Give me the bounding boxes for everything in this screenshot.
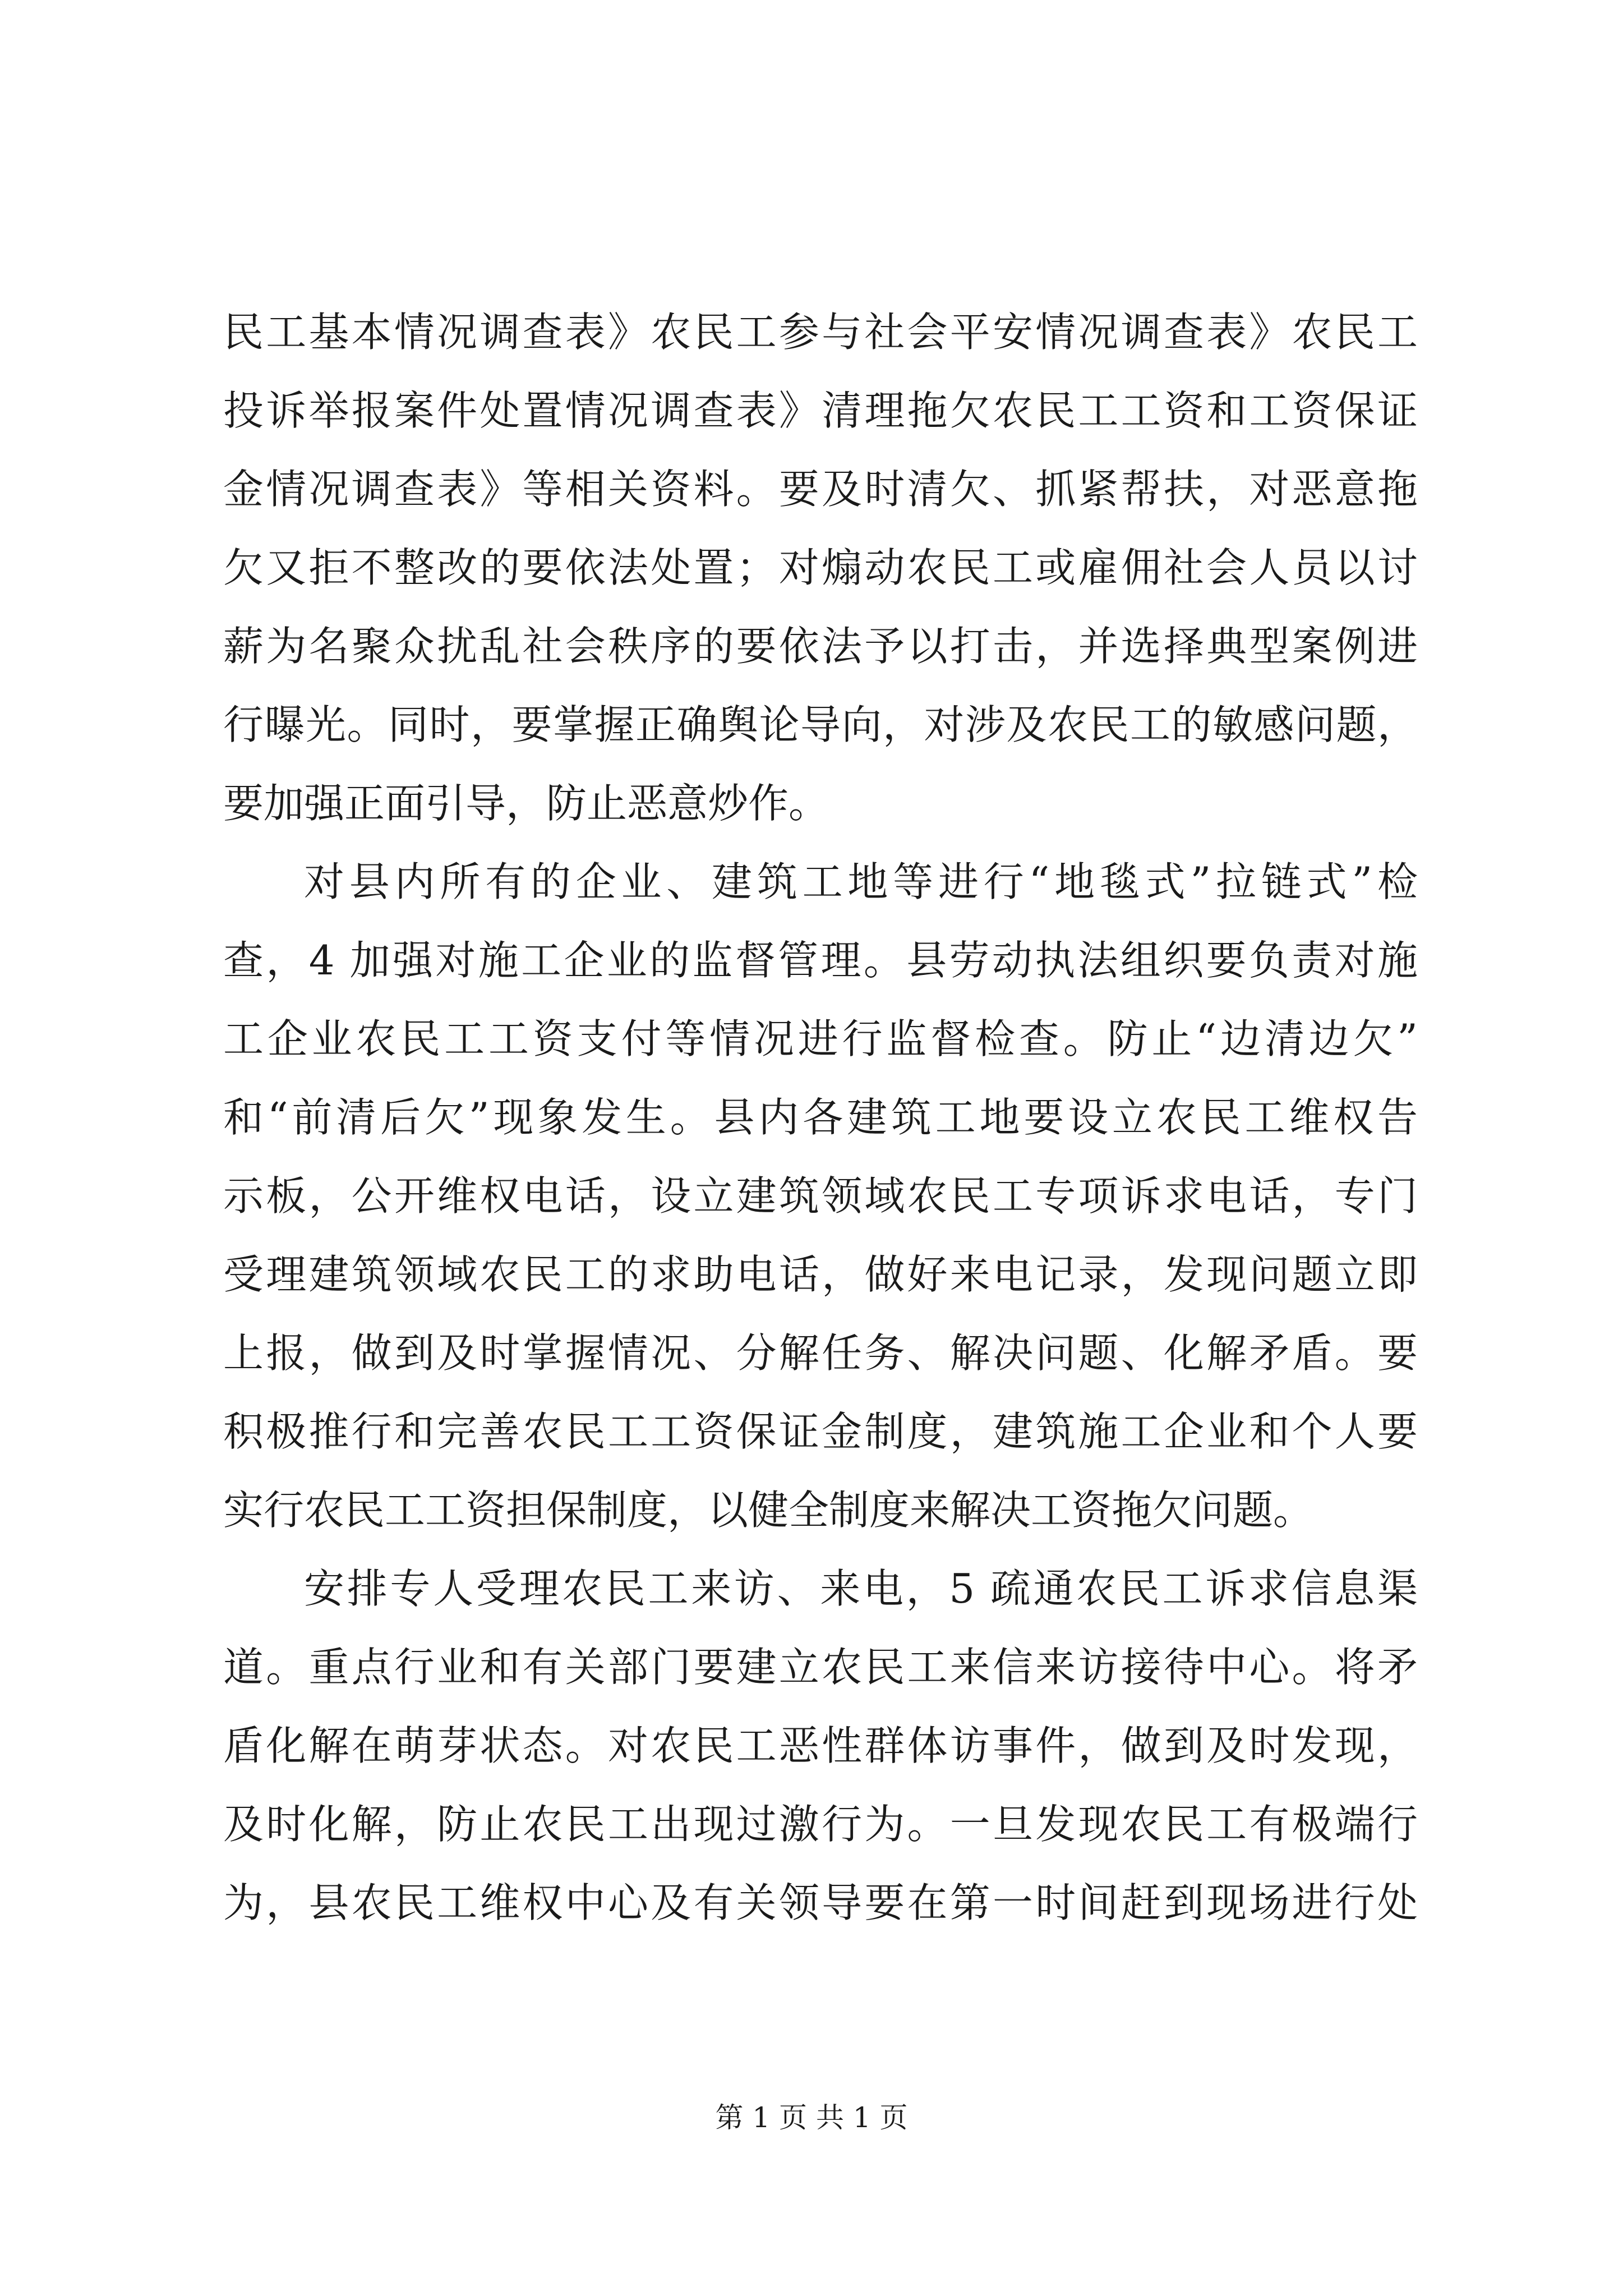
text-line: 金情况调查表》等相关资料。要及时清欠、抓紧帮扶，对恶意拖 bbox=[223, 466, 1418, 513]
text-line: 实行农民工工资担保制度，以健全制度来解决工资拖欠问题。 bbox=[223, 1487, 1314, 1534]
text-line: 工企业农民工工资支付等情况进行监督检查。防止“边清边欠” bbox=[223, 1015, 1418, 1062]
text-line: 及时化解，防止农民工出现过激行为。一旦发现农民工有极端行 bbox=[223, 1801, 1418, 1848]
text-line: 安排专人受理农民工来访、来电，5 疏通农民工诉求信息渠 bbox=[304, 1565, 1418, 1612]
text-line: 盾化解在萌芽状态。对农民工恶性群体访事件，做到及时发现， bbox=[223, 1722, 1418, 1769]
text-line: 受理建筑领域农民工的求助电话，做好来电记录，发现问题立即 bbox=[223, 1251, 1418, 1298]
text-line: 查，4 加强对施工企业的监督管理。县劳动执法组织要负责对施 bbox=[223, 937, 1418, 984]
text-line: 行曝光。同时，要掌握正确舆论导向，对涉及农民工的敏感问题， bbox=[223, 701, 1418, 748]
paragraph-1 bbox=[223, 293, 1418, 843]
paragraph-2 bbox=[223, 843, 1418, 1549]
text-line: 积极推行和完善农民工工资保证金制度，建筑施工企业和个人要 bbox=[223, 1408, 1418, 1455]
text-line: 示板，公开维权电话，设立建筑领域农民工专项诉求电话，专门 bbox=[223, 1172, 1418, 1220]
text-line: 薪为名聚众扰乱社会秩序的要依法予以打击，并选择典型案例进 bbox=[223, 623, 1418, 670]
text-line: 道。重点行业和有关部门要建立农民工来信来访接待中心。将矛 bbox=[223, 1644, 1418, 1691]
text-line: 要加强正面引导，防止恶意炒作。 bbox=[223, 780, 829, 827]
page-footer: 第 1 页 共 1 页 bbox=[715, 2101, 908, 2134]
text-line: 欠又拒不整改的要依法处置；对煽动农民工或雇佣社会人员以讨 bbox=[223, 544, 1418, 591]
text-line: 为，县农民工维权中心及有关领导要在第一时间赶到现场进行处 bbox=[223, 1879, 1418, 1926]
text-line: 上报，做到及时掌握情况、分解任务、解决问题、化解矛盾。要 bbox=[223, 1329, 1418, 1377]
text-line: 投诉举报案件处置情况调查表》清理拖欠农民工工资和工资保证 bbox=[223, 387, 1418, 434]
text-line: 民工基本情况调查表》农民工参与社会平安情况调查表》农民工 bbox=[223, 309, 1418, 356]
paragraph-3 bbox=[223, 1549, 1418, 1942]
document-body bbox=[223, 293, 1418, 1942]
text-line: 对县内所有的企业、建筑工地等进行“地毯式”拉链式”检 bbox=[304, 858, 1418, 905]
text-line: 和“前清后欠”现象发生。县内各建筑工地要设立农民工维权告 bbox=[223, 1094, 1418, 1141]
